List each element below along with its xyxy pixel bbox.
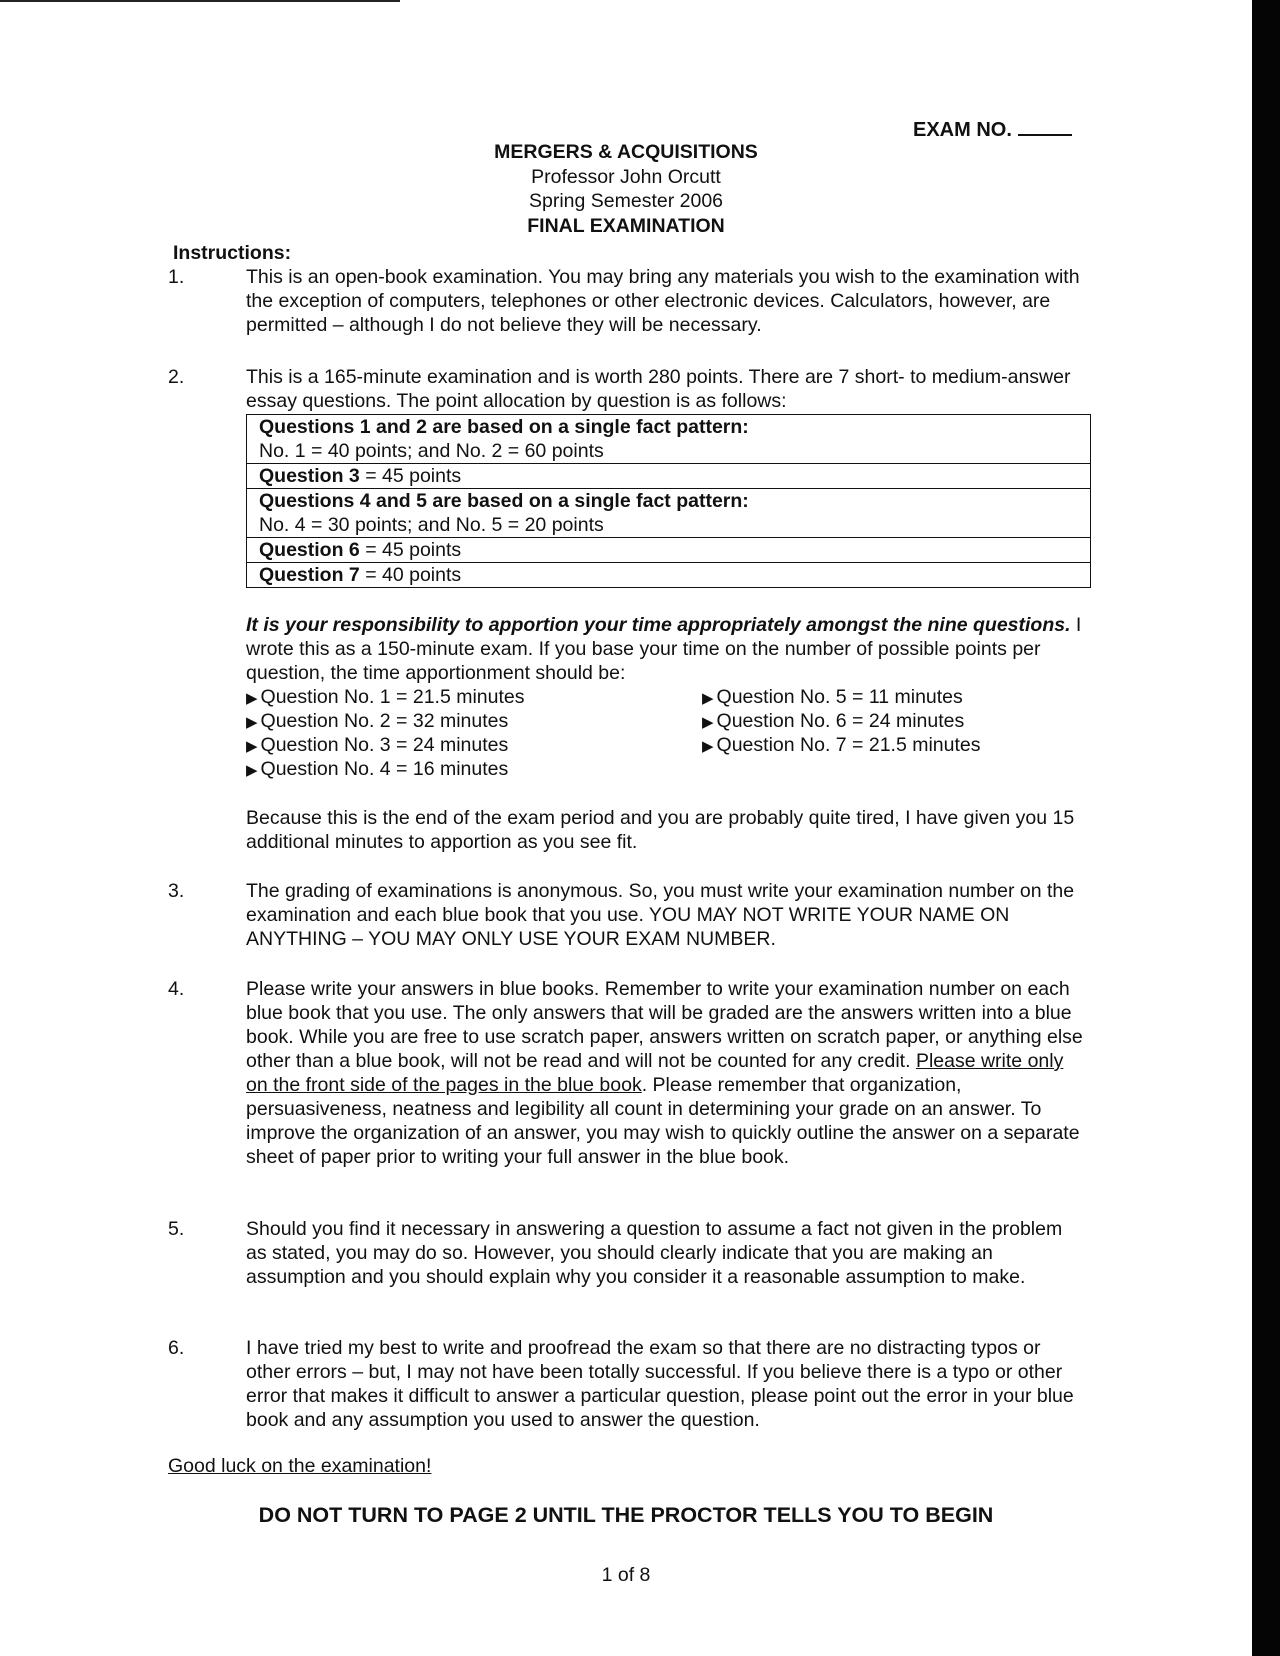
triangle-right-icon: ▶: [702, 714, 714, 731]
list-item: ▶ Question No. 6 = 24 minutes: [702, 710, 965, 732]
professor-name: Professor John Orcutt: [531, 165, 721, 188]
responsibility-rest: I wrote this as a 150-minute exam. If you base your time on the number of possible points per question, the time apportionment should be:: [246, 614, 1082, 684]
point-allocation-table: [246, 414, 1091, 588]
exam-header: [0, 140, 1252, 238]
extra-time-note: Because this is the end of the exam period and you are probably quite tired, I have given you 15 additional minutes to apportion as you see fit.: [246, 807, 1075, 853]
triangle-right-icon: ▶: [246, 738, 258, 755]
table-row: [247, 415, 1091, 464]
table-row: [247, 489, 1091, 538]
row-heading: Question 3: [259, 465, 360, 487]
time-list-right: [702, 685, 981, 757]
responsibility-emphasis: It is your responsibility to apportion your time appropriately amongst the nine questions.: [246, 614, 1071, 636]
table-row: [247, 464, 1091, 489]
proctor-warning: DO NOT TURN TO PAGE 2 UNTIL THE PROCTOR TELLS YOU TO BEGIN: [258, 1503, 994, 1527]
row-heading: Questions 4 and 5 are based on a single fact pattern:: [259, 490, 749, 512]
list-item: ▶ Question No. 2 = 32 minutes: [246, 710, 509, 732]
triangle-right-icon: ▶: [246, 762, 258, 779]
instructions-heading: Instructions:: [173, 242, 292, 264]
item-number: 6.: [168, 1337, 185, 1359]
text-part: . Please remember that organization, persuasiveness, neatness and legibility all count in determining your grade on an answer. To improve the organization of an answer, you may wish to quickly outline the answer on a separate sheet of paper prior to writing your full answer in the blue book.: [246, 1074, 1080, 1168]
instruction-3-text: The grading of examinations is anonymous. So, you must write your examination number on the examination and each blue book that you use. YOU MAY NOT WRITE YOUR NAME ON ANYTHING – YOU MAY ONLY USE YOUR EXAM NUMBER.: [246, 880, 1075, 950]
list-item: ▶ Question No. 1 = 21.5 minutes: [246, 686, 525, 708]
page-number: 1 of 8: [601, 1564, 651, 1586]
item-number: 2.: [168, 366, 185, 388]
row-heading: Question 7: [259, 564, 360, 586]
time-apportionment-note: [246, 613, 1086, 685]
table-row: [247, 563, 1091, 588]
underlined-rule: Please write only on the front side of the pages in the blue book: [246, 1050, 1064, 1096]
text-part: Please write your answers in blue books. Remember to write your examination number on each blue book that you use. The only answers that will be graded are the answers written into a blue book. While you are free to use scratch paper, answers written on scratch paper, or anything else other than a blue book, will not be read and will not be counted for any credit.: [246, 978, 1083, 1072]
exam-number-field: [913, 114, 1072, 142]
course-title: MERGERS & ACQUISITIONS: [494, 141, 758, 163]
list-item: ▶ Question No. 4 = 16 minutes: [246, 758, 509, 780]
semester: Spring Semester 2006: [528, 190, 724, 212]
exam-number-blank: [1018, 114, 1072, 136]
instruction-2-text: This is a 165-minute examination and is worth 280 points. There are 7 short- to medium-answer essay questions. The point allocation by question is as follows:: [246, 366, 1071, 412]
row-heading: Question 6: [259, 539, 360, 561]
item-number: 5.: [168, 1218, 185, 1240]
list-item: ▶ Question No. 7 = 21.5 minutes: [702, 734, 981, 756]
instruction-1-text: This is an open-book examination. You may bring any materials you wish to the examination with the exception of computers, telephones or other electronic devices. Calculators, however, are permitted – although I do not believe they will be necessary.: [246, 266, 1080, 336]
instruction-6-text: I have tried my best to write and proofread the exam so that there are no distracting typos or other errors – but, I may not have been totally successful. If you believe there is a typo or other error that makes it difficult to answer a particular question, please point out the error in your blue book and any assumption you used to answer the question.: [246, 1337, 1074, 1431]
row-detail: = 45 points: [359, 465, 462, 487]
instruction-4-text: [246, 977, 1086, 1169]
row-detail: = 40 points: [359, 564, 462, 586]
exam-type: FINAL EXAMINATION: [527, 214, 725, 237]
good-luck-message: Good luck on the examination!: [168, 1455, 432, 1477]
triangle-right-icon: ▶: [702, 690, 714, 707]
exam-number-label: EXAM NO.: [913, 119, 1012, 141]
time-list-left: [246, 685, 525, 781]
list-item: ▶ Question No. 3 = 24 minutes: [246, 734, 509, 756]
row-detail: No. 4 = 30 points; and No. 5 = 20 points: [259, 514, 604, 536]
row-detail: No. 1 = 40 points; and No. 2 = 60 points: [259, 440, 604, 462]
triangle-right-icon: ▶: [702, 738, 714, 755]
triangle-right-icon: ▶: [246, 690, 258, 707]
row-detail: = 45 points: [359, 539, 462, 561]
scan-edge-bar: [1252, 0, 1280, 1656]
triangle-right-icon: ▶: [246, 714, 258, 731]
top-scan-rule: [0, 0, 400, 2]
instruction-5-text: Should you find it necessary in answering a question to assume a fact not given in the problem as stated, you may do so. However, you should clearly indicate that you are making an assumption and you should explain why you consider it a reasonable assumption to make.: [246, 1218, 1063, 1288]
table-row: [247, 538, 1091, 563]
item-number: 1.: [168, 266, 185, 288]
list-item: ▶ Question No. 5 = 11 minutes: [702, 686, 963, 708]
item-number: 4.: [168, 978, 185, 1000]
row-heading: Questions 1 and 2 are based on a single fact pattern:: [259, 416, 749, 438]
item-number: 3.: [168, 880, 185, 902]
